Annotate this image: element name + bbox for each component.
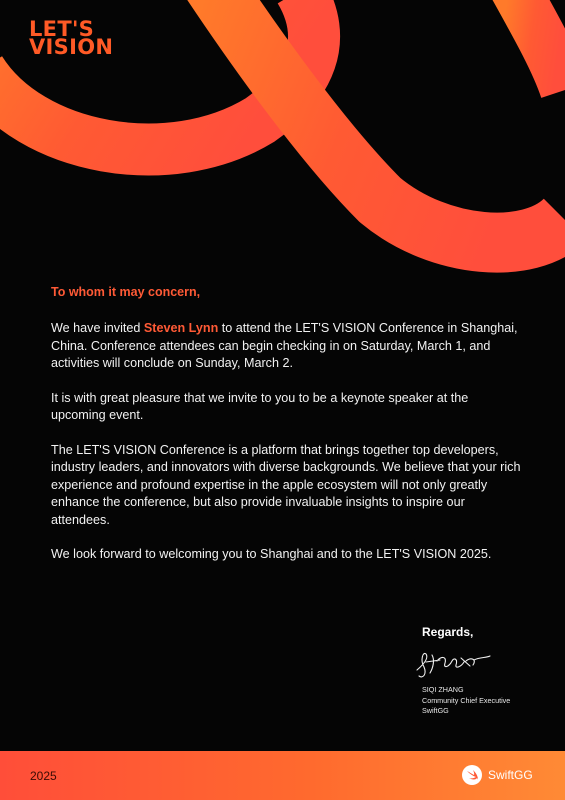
paragraph-invitation-rest: to attend the LET'S VISION Conference in Shanghai, China. Conference attendees can begin checking in on Saturday, March 1, and activities will conclude on Sunday, March 2.: [51, 321, 518, 370]
paragraph-closing: We look forward to welcoming you to Shanghai and to the LET'S VISION 2025.: [51, 547, 492, 561]
logo-line-1: LET'S: [29, 17, 95, 41]
signer-block: [422, 685, 510, 717]
signer-name: SIQI ZHANG: [422, 685, 464, 694]
paragraph-invitation-lead: We have invited: [51, 321, 144, 335]
paragraph-conference: The LET'S VISION Conference is a platform that brings together top developers, industry leaders, and innovators with diverse backgrounds. We believe that your rich experience and profound expertise in the apple ecosystem will not only greatly enhance the conference, but also provide invaluable insights to inspire our attendees.: [51, 442, 521, 527]
signer-title: Community Chief Executive: [422, 695, 511, 705]
brand-name: SwiftGG: [488, 768, 533, 782]
footer-bar: [0, 751, 565, 800]
footer-year: 2025: [30, 769, 57, 783]
paragraph-invitation: [51, 320, 521, 373]
lets-vision-logo: [29, 17, 114, 59]
swift-bird-icon: [462, 765, 482, 785]
handwritten-signature: [414, 648, 494, 680]
logo-line-2: VISION: [29, 35, 114, 59]
letter-body: [51, 285, 521, 581]
paragraph-keynote: It is with great pleasure that we invite to you to be a keynote speaker at the upcoming event.: [51, 390, 469, 422]
regards: Regards,: [422, 625, 474, 639]
invitee-name: Steven Lynn: [143, 321, 219, 335]
footer-brand: [462, 765, 533, 785]
salutation: To whom it may concern,: [51, 285, 201, 299]
signer-organization: SwiftGG: [422, 706, 449, 715]
